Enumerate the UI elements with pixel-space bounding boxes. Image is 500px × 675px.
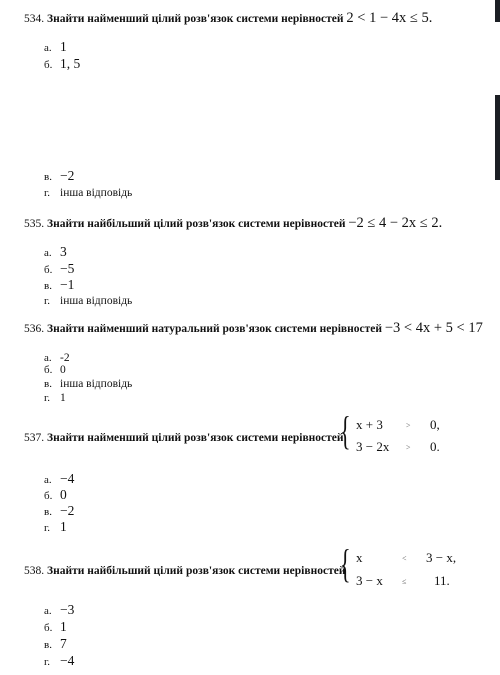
- option-a: [44, 40, 67, 55]
- option-d: [44, 520, 67, 535]
- question-535: [24, 215, 490, 232]
- question-heading: [24, 320, 490, 337]
- option-b: [44, 620, 67, 635]
- option-label: а.: [44, 474, 52, 486]
- option-value: −4: [60, 471, 75, 486]
- system-rhs: 3 − x,: [426, 550, 457, 565]
- option-label: г.: [44, 295, 51, 307]
- option-value: −3: [60, 602, 75, 617]
- option-c: [44, 169, 74, 184]
- system-brace: {: [340, 541, 351, 586]
- question-text: Знайти найбільший цілий розв'язок системи нерівностей: [47, 565, 346, 577]
- option-b: [44, 362, 66, 377]
- option-a: [44, 603, 74, 618]
- option-a: [44, 245, 67, 260]
- option-value: 1: [60, 39, 67, 54]
- option-label: а.: [44, 352, 52, 364]
- system-brace: {: [340, 408, 351, 453]
- system-relation: >: [406, 421, 411, 430]
- option-label: б.: [44, 364, 53, 376]
- option-value: 1, 5: [60, 56, 81, 71]
- option-label: а.: [44, 42, 52, 54]
- option-d: [44, 293, 132, 308]
- question-text: Знайти найменший цілий розв'язок системи нерівностей: [47, 432, 344, 444]
- inequality-system: [340, 541, 475, 593]
- question-number: 536.: [24, 323, 45, 335]
- option-d: [44, 185, 132, 200]
- option-b: [44, 57, 80, 72]
- question-heading: [24, 10, 490, 27]
- option-d: [44, 654, 74, 669]
- system-rhs: 0.: [430, 439, 440, 454]
- system-relation: <: [402, 554, 407, 563]
- option-label: в.: [44, 506, 52, 518]
- question-text: Знайти найменший натуральний розв'язок системи нерівностей: [47, 323, 382, 335]
- question-number: 534.: [24, 13, 45, 25]
- option-c: [44, 278, 74, 293]
- system-relation: >: [406, 443, 411, 452]
- option-value: −2: [60, 503, 75, 518]
- option-d: [44, 390, 66, 405]
- option-value: 0: [60, 487, 67, 502]
- question-math: 2 < 1 − 4x ≤ 5.: [346, 10, 433, 26]
- option-value: −5: [60, 261, 75, 276]
- option-value: 0: [60, 364, 66, 376]
- system-lhs: 3 − 2x: [356, 439, 390, 454]
- page-edge-shadow: [495, 95, 500, 180]
- question-number: 537.: [24, 432, 45, 444]
- option-value: 1: [60, 392, 66, 404]
- question-536: [24, 320, 490, 337]
- page-edge-shadow: [495, 0, 500, 22]
- inequality-system: [340, 408, 470, 460]
- option-label: б.: [44, 264, 53, 276]
- option-label: в.: [44, 171, 52, 183]
- option-value: 3: [60, 244, 67, 259]
- option-label: в.: [44, 280, 52, 292]
- option-value: інша відповідь: [60, 187, 133, 199]
- system-lhs: x: [356, 550, 363, 565]
- option-value: 1: [60, 619, 67, 634]
- option-c: [44, 376, 132, 391]
- option-a: [44, 472, 74, 487]
- question-math: −3 < 4x + 5 < 17: [384, 320, 483, 336]
- option-value: −4: [60, 653, 75, 668]
- option-label: г.: [44, 522, 51, 534]
- option-label: в.: [44, 378, 52, 390]
- question-number: 535.: [24, 218, 45, 230]
- option-value: 7: [60, 636, 67, 651]
- option-value: −2: [60, 168, 75, 183]
- option-value: −1: [60, 277, 75, 292]
- option-c: [44, 637, 67, 652]
- question-text: Знайти найменший цілий розв'язок системи нерівностей: [47, 13, 344, 25]
- system-lhs: x + 3: [356, 417, 383, 432]
- option-value: -2: [60, 352, 70, 364]
- system-lhs: 3 − x: [356, 573, 383, 588]
- system-relation: ≤: [402, 577, 407, 586]
- option-label: б.: [44, 59, 53, 71]
- option-c: [44, 504, 74, 519]
- option-label: г.: [44, 187, 51, 199]
- question-534: [24, 10, 490, 27]
- option-label: в.: [44, 639, 52, 651]
- question-heading: [24, 215, 490, 232]
- option-label: а.: [44, 247, 52, 259]
- option-value: 1: [60, 519, 67, 534]
- option-value: інша відповідь: [60, 378, 133, 390]
- option-label: б.: [44, 622, 53, 634]
- question-text: Знайти найбільший цілий розв'язок системи нерівностей: [47, 218, 346, 230]
- option-b: [44, 262, 74, 277]
- option-value: інша відповідь: [60, 295, 133, 307]
- question-math: −2 ≤ 4 − 2x ≤ 2.: [348, 215, 443, 231]
- option-label: г.: [44, 392, 51, 404]
- option-label: а.: [44, 605, 52, 617]
- system-rhs: 11.: [434, 573, 450, 588]
- option-b: [44, 488, 67, 503]
- question-number: 538.: [24, 565, 45, 577]
- option-label: б.: [44, 490, 53, 502]
- system-rhs: 0,: [430, 417, 440, 432]
- option-label: г.: [44, 656, 51, 668]
